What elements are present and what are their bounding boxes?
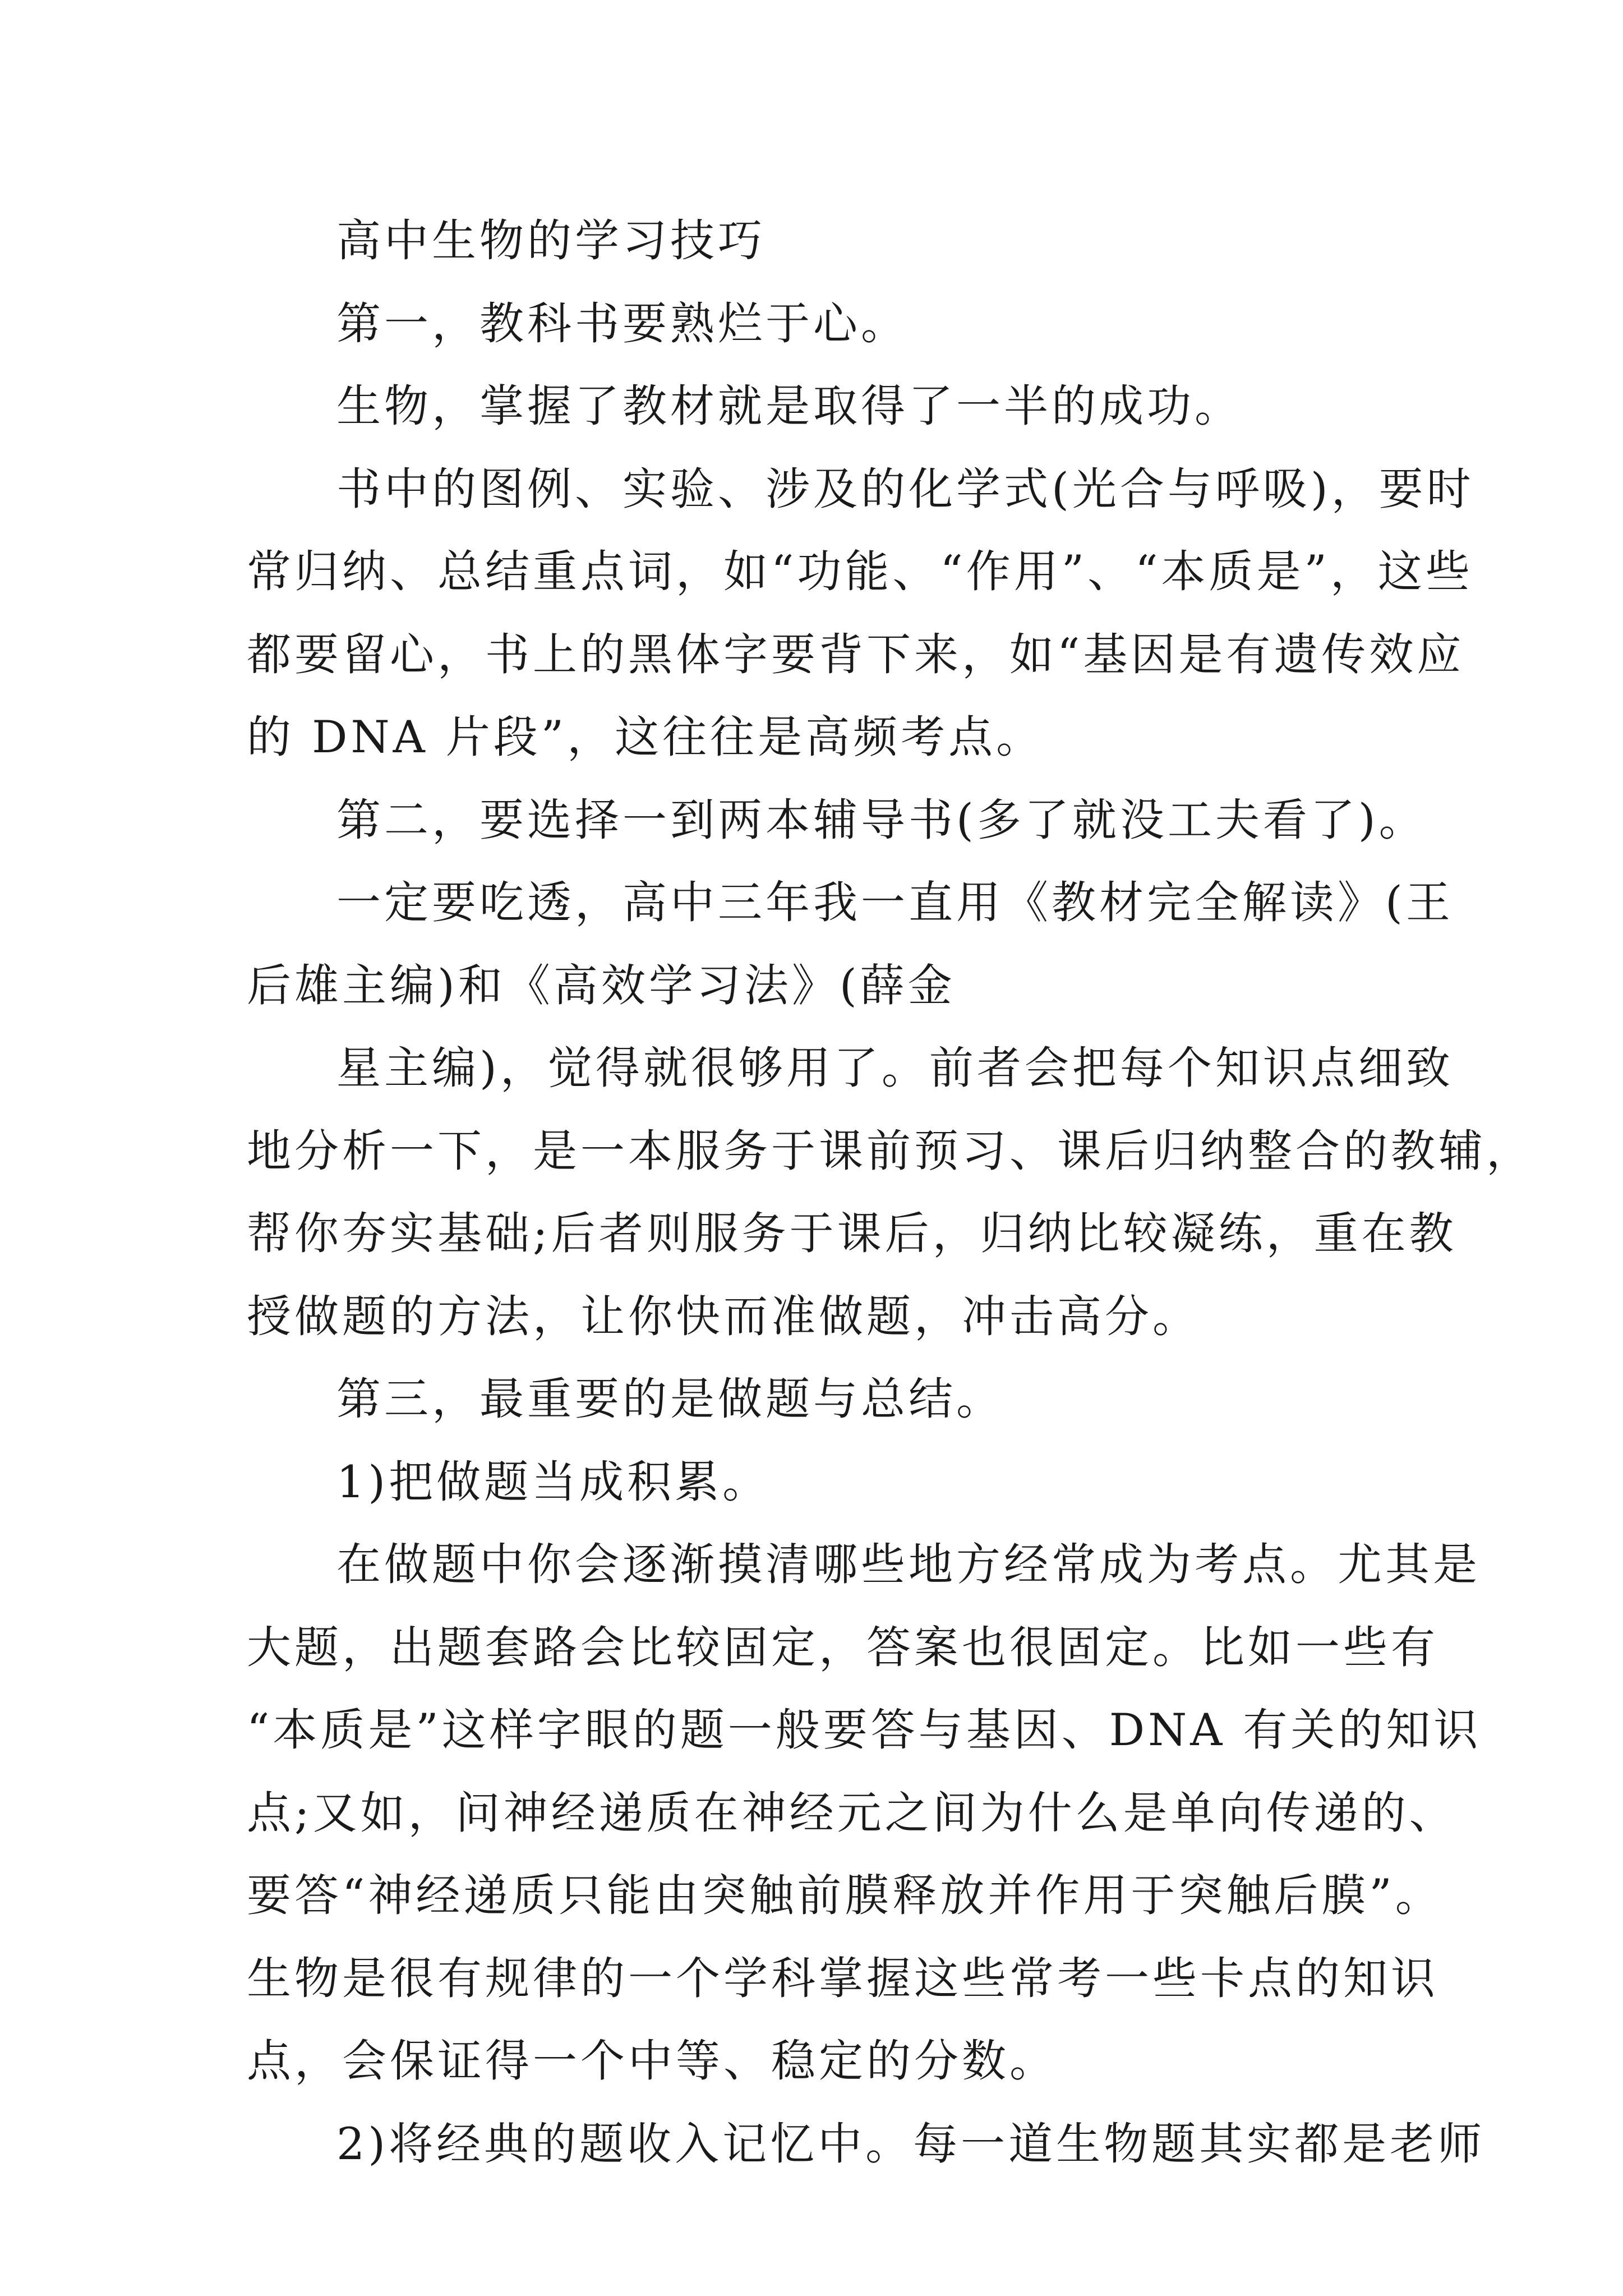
paragraph-line: 的 DNA 片段”，这往往是高频考点。 [247,711,1044,763]
paragraph-line: 地分析一下，是一本服务于课前预习、课后归纳整合的教辅， [247,1125,1534,1177]
paragraph-line: 常归纳、总结重点词，如“功能、“作用”、“本质是”，这些 [247,546,1473,597]
paragraph-line: 生物是很有规律的一个学科掌握这些常考一些卡点的知识 [247,1952,1438,2004]
paragraph-line: 帮你夯实基础;后者则服务于课后，归纳比较凝练，重在教 [247,1208,1457,1259]
document-title: 高中生物的学习技巧 [336,215,766,266]
paragraph-line: 大题，出题套路会比较固定，答案也很固定。比如一些有 [247,1621,1438,1673]
paragraph-line: 在做题中你会逐渐摸清哪些地方经常成为考点。尤其是 [336,1539,1481,1590]
paragraph-line: 星主编)，觉得就很够用了。前者会把每个知识点细致 [336,1042,1454,1094]
document-body [247,200,1534,2185]
paragraph-5 [247,862,1454,1027]
paragraph-line: 都要留心，书上的黑体字要背下来，如“基因是有遗传效应 [247,628,1465,680]
paragraph-line: 要答“神经递质只能由突触前膜释放并作用于突触后膜”。 [247,1870,1443,1921]
paragraph-10: 2)将经典的题收入记忆中。每一道生物题其实都是老师 [336,2118,1486,2170]
paragraph-line: 点;又如，问神经递质在神经元之间为什么是单向传递的、 [247,1787,1457,1839]
paragraph-9 [247,1524,1482,2103]
paragraph-line: 后雄主编)和《高效学习法》(薛金 [247,959,956,1011]
paragraph-4: 第二，要选择一到两本辅导书(多了就没工夫看了)。 [336,794,1427,846]
paragraph-line: 一定要吃透，高中三年我一直用《教材完全解读》(王 [336,877,1454,928]
paragraph-line: 书中的图例、实验、涉及的化学式(光合与呼吸)，要时 [336,463,1474,515]
paragraph-1: 第一，教科书要熟烂于心。 [336,297,909,349]
paragraph-2: 生物，掌握了教材就是取得了一半的成功。 [336,380,1242,432]
paragraph-3 [247,448,1474,779]
paragraph-8: 1)把做题当成积累。 [336,1456,771,1508]
paragraph-7: 第三，最重要的是做题与总结。 [336,1373,1004,1425]
paragraph-line: 点，会保证得一个中等、稳定的分数。 [247,2035,1057,2087]
paragraph-line: “本质是”这样字眼的题一般要答与基因、DNA 有关的知识 [247,1704,1482,1756]
paragraph-6 [247,1027,1534,1358]
paragraph-line: 授做题的方法，让你快而准做题，冲击高分。 [247,1290,1200,1342]
